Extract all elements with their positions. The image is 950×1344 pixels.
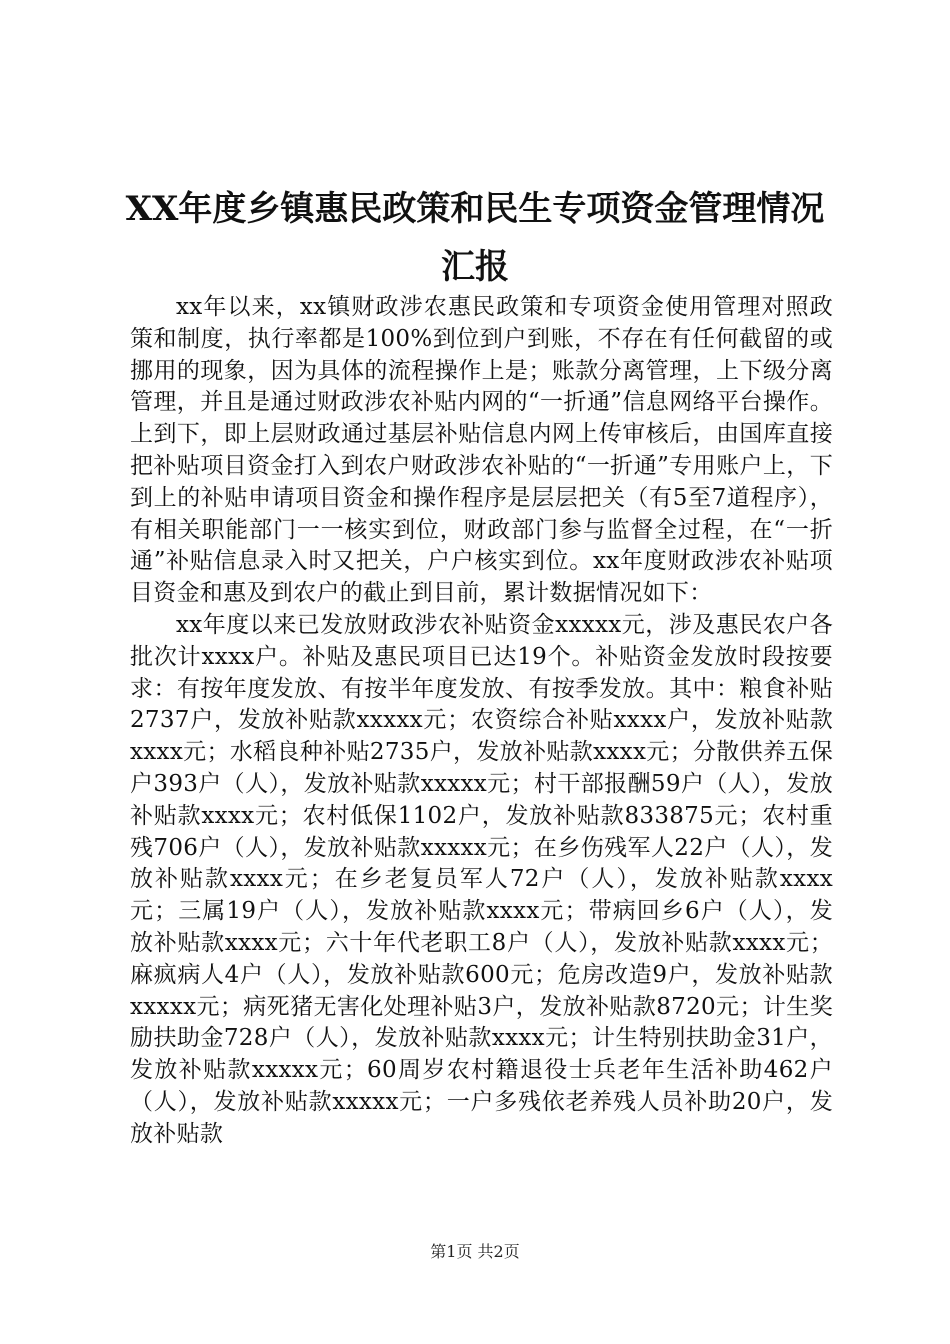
document-title: XX年度乡镇惠民政策和民生专项资金管理情况汇报 bbox=[125, 189, 825, 287]
document-body bbox=[130, 292, 833, 1151]
paragraph-intro: xx年以来，xx镇财政涉农惠民政策和专项资金使用管理对照政策和制度，执行率都是100%到位到户到账，不存在有任何截留的或挪用的现象，因为具体的流程操作上是；账款分离管理，上下级分离管理，并且是通过财政涉农补贴内网的“一折通”信息网络平台操作。上到下，即上层财政通过基层补贴信息内网上传审核后，由国库直接把补贴项目资金打入到农户财政涉农补贴的“一折通”专用账户上，下到上的补贴申请项目资金和操作程序是层层把关（有5至7道程序），有相关职能部门一一核实到位，财政部门参与监督全过程，在“一折通”补贴信息录入时又把关，户户核实到位。xx年度财政涉农补贴项目资金和惠及到农户的截止到目前，累计数据情况如下： bbox=[130, 294, 833, 607]
page-number-footer: 第1页 共2页 bbox=[430, 1242, 520, 1261]
paragraph-subsidy-details: xx年度以来已发放财政涉农补贴资金xxxxx元，涉及惠民农户各批次计xxxx户。补贴及惠民项目已达19个。补贴资金发放时段按要求：有按年度发放、有按半年度发放、有按季发放。其中：粮食补贴2737户，发放补贴款xxxxx元；农资综合补贴xxxx户，发放补贴款xxxx元；水稻良种补贴2735户，发放补贴款xxxx元；分散供养五保户393户（人），发放补贴款xxxxx元；村干部报酬59户（人），发放补贴款xxxx元；农村低保1102户，发放补贴款833875元；农村重残706户（人），发放补贴款xxxxx元；在乡伤残军人22户（人），发放补贴款xxxx元；在乡老复员军人72户（人），发放补贴款xxxx元；三属19户（人），发放补贴款xxxx元；带病回乡6户（人），发放补贴款xxxx元；六十年代老职工8户（人），发放补贴款xxxx元；麻疯病人4户（人），发放补贴款600元；危房改造9户，发放补贴款xxxxx元；病死猪无害化处理补贴3户，发放补贴款8720元；计生奖励扶助金728户（人），发放补贴款xxxx元；计生特别扶助金31户，发放补贴款xxxxx元；60周岁农村籍退役士兵老年生活补助462户（人），发放补贴款xxxxx元；一户多残依老养残人员补助20户，发放补贴款 bbox=[130, 611, 833, 1147]
